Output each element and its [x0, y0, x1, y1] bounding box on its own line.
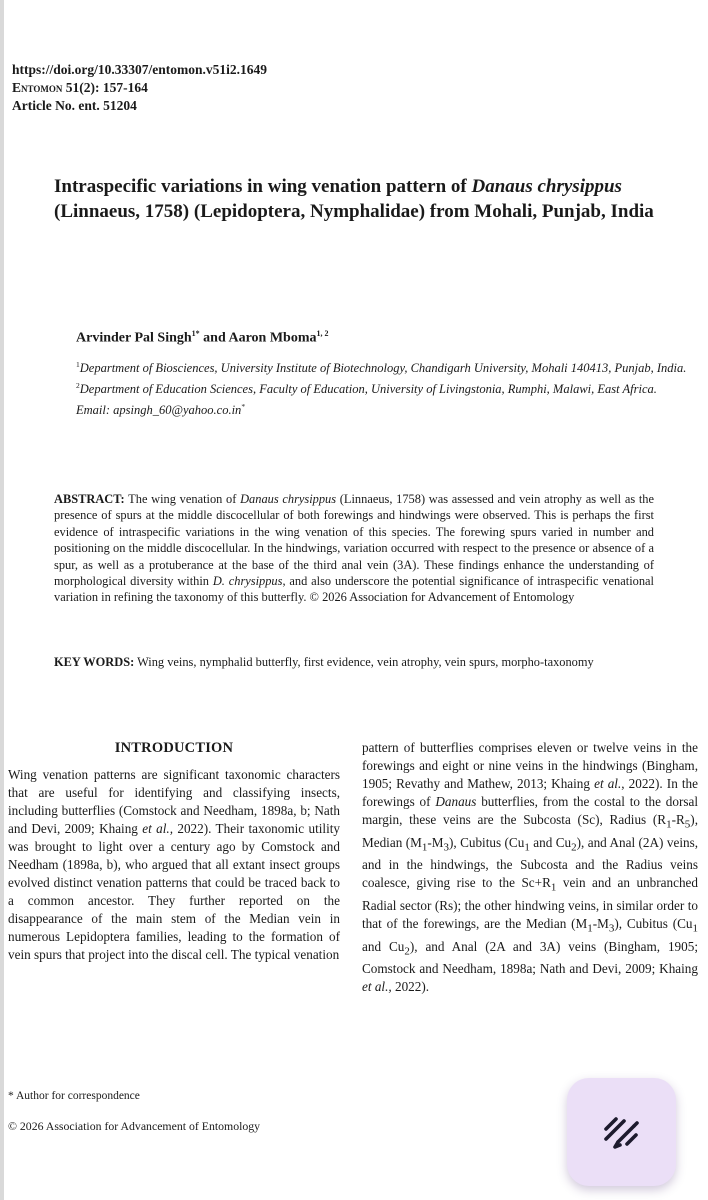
abstract-text: The wing venation of [124, 492, 241, 506]
abstract-label: ABSTRACT: [54, 492, 125, 506]
affiliation-text: Department of Education Sciences, Faculty of Education, University of Livingstonia, Rumphi, Malawi, East Africa. [79, 382, 657, 397]
affiliation-marker: 1 [76, 360, 80, 369]
author-name: Aaron Mboma [228, 330, 317, 346]
author-connector: and [199, 330, 229, 346]
email-line [76, 398, 698, 419]
abstract [54, 491, 654, 606]
abstract-text: (Linnaeus, 1758) was assessed and vein atrophy as well as the presence of spurs at the middle discocellular of both forewings and hindwings were observed. This is perhaps the first evidence of intraspecific variations in the wing venation of this species. The forewing spurs varied in number and positioning on the middle discocellular. In the hindwings, variation occurred with respect to the presence or absence of a spur, as well as a protuberance at the base of the third anal vein (3A). These findings enhance the understanding of morphological diversity within [54, 492, 655, 589]
paper-title [54, 174, 654, 224]
affiliation-item [76, 377, 698, 398]
body-text: ), and Anal (2A) veins, and in the hindwings, the Subcosta and the Radius veins coalesce, giving rise to the Sc+R [362, 834, 699, 891]
vein-subscript: 1 [421, 841, 428, 854]
section-heading: INTRODUCTION [114, 740, 234, 756]
keywords [54, 654, 654, 670]
title-species: Danaus chrysippus [471, 176, 622, 197]
page-edge-divider [0, 0, 4, 1200]
body-text: ), Cubitus (Cu [448, 834, 525, 850]
genus-name: Danaus [435, 794, 477, 809]
body-text: pattern of butterflies comprises eleven or twelve veins in the forewings and eight or nine veins in the hindwings (Bingham, 1905; Revathy and Mathew, 2013; Khaing [362, 740, 698, 791]
vein-subscript: 3 [443, 841, 449, 854]
pen-edit-icon [600, 1110, 644, 1154]
journal-name: Entomon [12, 80, 63, 95]
body-text: ), Median (M [362, 812, 698, 850]
author-affiliation-marker: 1, 2 [316, 329, 329, 338]
abstract-species: D. chrysippus [212, 574, 283, 589]
vein-subscript: 1 [692, 922, 698, 935]
affiliation-text: Department of Biosciences, University Institute of Biotechnology, Chandigarh University, Mohali 140413, Punjab, India. [79, 361, 687, 376]
abstract-species: Danaus chrysippus [240, 492, 337, 506]
body-text: 2022). Their taxonomic utility was brought to light over a century ago by Comstock and Needham (1898a, b), who argued that all extant insect groups evolved distinct venation patterns that could be traced back to a common ancestor. They further reported on the disappearance of the main stem of the Median vein in numerous Lepidoptera families, leading to the formation of vein spurs that project into the discal cell. The typical venation [8, 821, 340, 962]
body-text: ), and Anal (2A and 3A) veins (Bingham, 1905; Comstock and Needham, 1898a; Nath and Devi, 2009; Khaing [362, 938, 698, 977]
title-text-part1: Intraspecific variations in wing venation pattern of [54, 176, 472, 197]
vein-subscript: 1 [666, 818, 672, 831]
affiliations [76, 356, 698, 419]
vein-subscript: 3 [608, 922, 615, 935]
column-left [8, 739, 340, 964]
affiliation-item [76, 356, 698, 377]
body-text: and Cu [529, 834, 572, 850]
intro-paragraph-right [362, 739, 698, 996]
vein-subscript: 1 [587, 922, 593, 935]
citation-et-al: et al. [594, 776, 622, 791]
abstract-text: , and also underscore the potential significance of intraspecific venational variation in refining the taxonomy of this butterfly. © 2026 Association for Advancement of Entomology [54, 574, 654, 605]
copyright-footer: © 2026 Association for Advancement of Entomology [8, 1119, 261, 1133]
corresponding-marker: * [241, 402, 246, 412]
body-text: -M [427, 834, 444, 850]
keywords-label: KEY WORDS: [54, 655, 135, 669]
vein-subscript: 1 [524, 841, 530, 854]
doi-link[interactable]: https://doi.org/10.33307/entomon.v51i2.1649 [12, 62, 268, 77]
vein-subscript: 1 [550, 881, 557, 894]
intro-paragraph-left [8, 766, 340, 964]
body-text: ), Cubitus (Cu [614, 915, 693, 931]
vein-subscript: 2 [571, 841, 577, 854]
affiliation-marker: 2 [76, 381, 80, 391]
article-number: Article No. ent. 51204 [12, 98, 137, 113]
correspondence-footnote: * Author for correspondence [8, 1090, 140, 1102]
vein-subscript: 2 [404, 945, 410, 958]
citation-et-al: et al., [362, 979, 392, 995]
body-text: Wing venation patterns are significant taxonomic characters that are useful for identifying and classifying insects, including butterflies (Comstock and Needham, 1898a, b; Nath and Devi, 2009; Khaing [8, 767, 340, 836]
body-text: 2022). [391, 979, 430, 995]
body-text: , 2022). In the forewings of [362, 776, 698, 809]
vein-subscript: 5 [684, 818, 691, 831]
volume-pages: 51(2): 157-164 [65, 80, 148, 95]
edit-fab-button[interactable] [567, 1078, 676, 1186]
body-text: butterflies, from the costal to the dorsal margin, these veins are the Subcosta (Sc), Radius (R [362, 794, 698, 827]
body-text: vein and an unbranched Radial sector (Rs); the other hindwing veins, in similar order to that of the forewings, are the Median (M [362, 875, 698, 931]
body-text: and Cu [362, 938, 405, 954]
author-affiliation-marker: 1* [191, 329, 200, 338]
keywords-text: Wing veins, nymphalid butterfly, first evidence, vein atrophy, vein spurs, morpho-taxonomy [134, 655, 594, 669]
article-metadata [12, 61, 267, 115]
body-text: -M [592, 915, 609, 931]
author-list [76, 329, 329, 347]
body-text: -R [671, 812, 685, 827]
column-right [362, 739, 698, 996]
journal-citation [12, 79, 267, 97]
email-address[interactable]: apsingh_60@yahoo.co.in [113, 403, 242, 418]
title-text-part2: (Linnaeus, 1758) (Lepidoptera, Nymphalidae) from Mohali, Punjab, India [54, 201, 654, 222]
citation-et-al: et al., [142, 821, 173, 836]
email-label: Email: [76, 403, 114, 418]
author-name: Arvinder Pal Singh [76, 330, 192, 346]
